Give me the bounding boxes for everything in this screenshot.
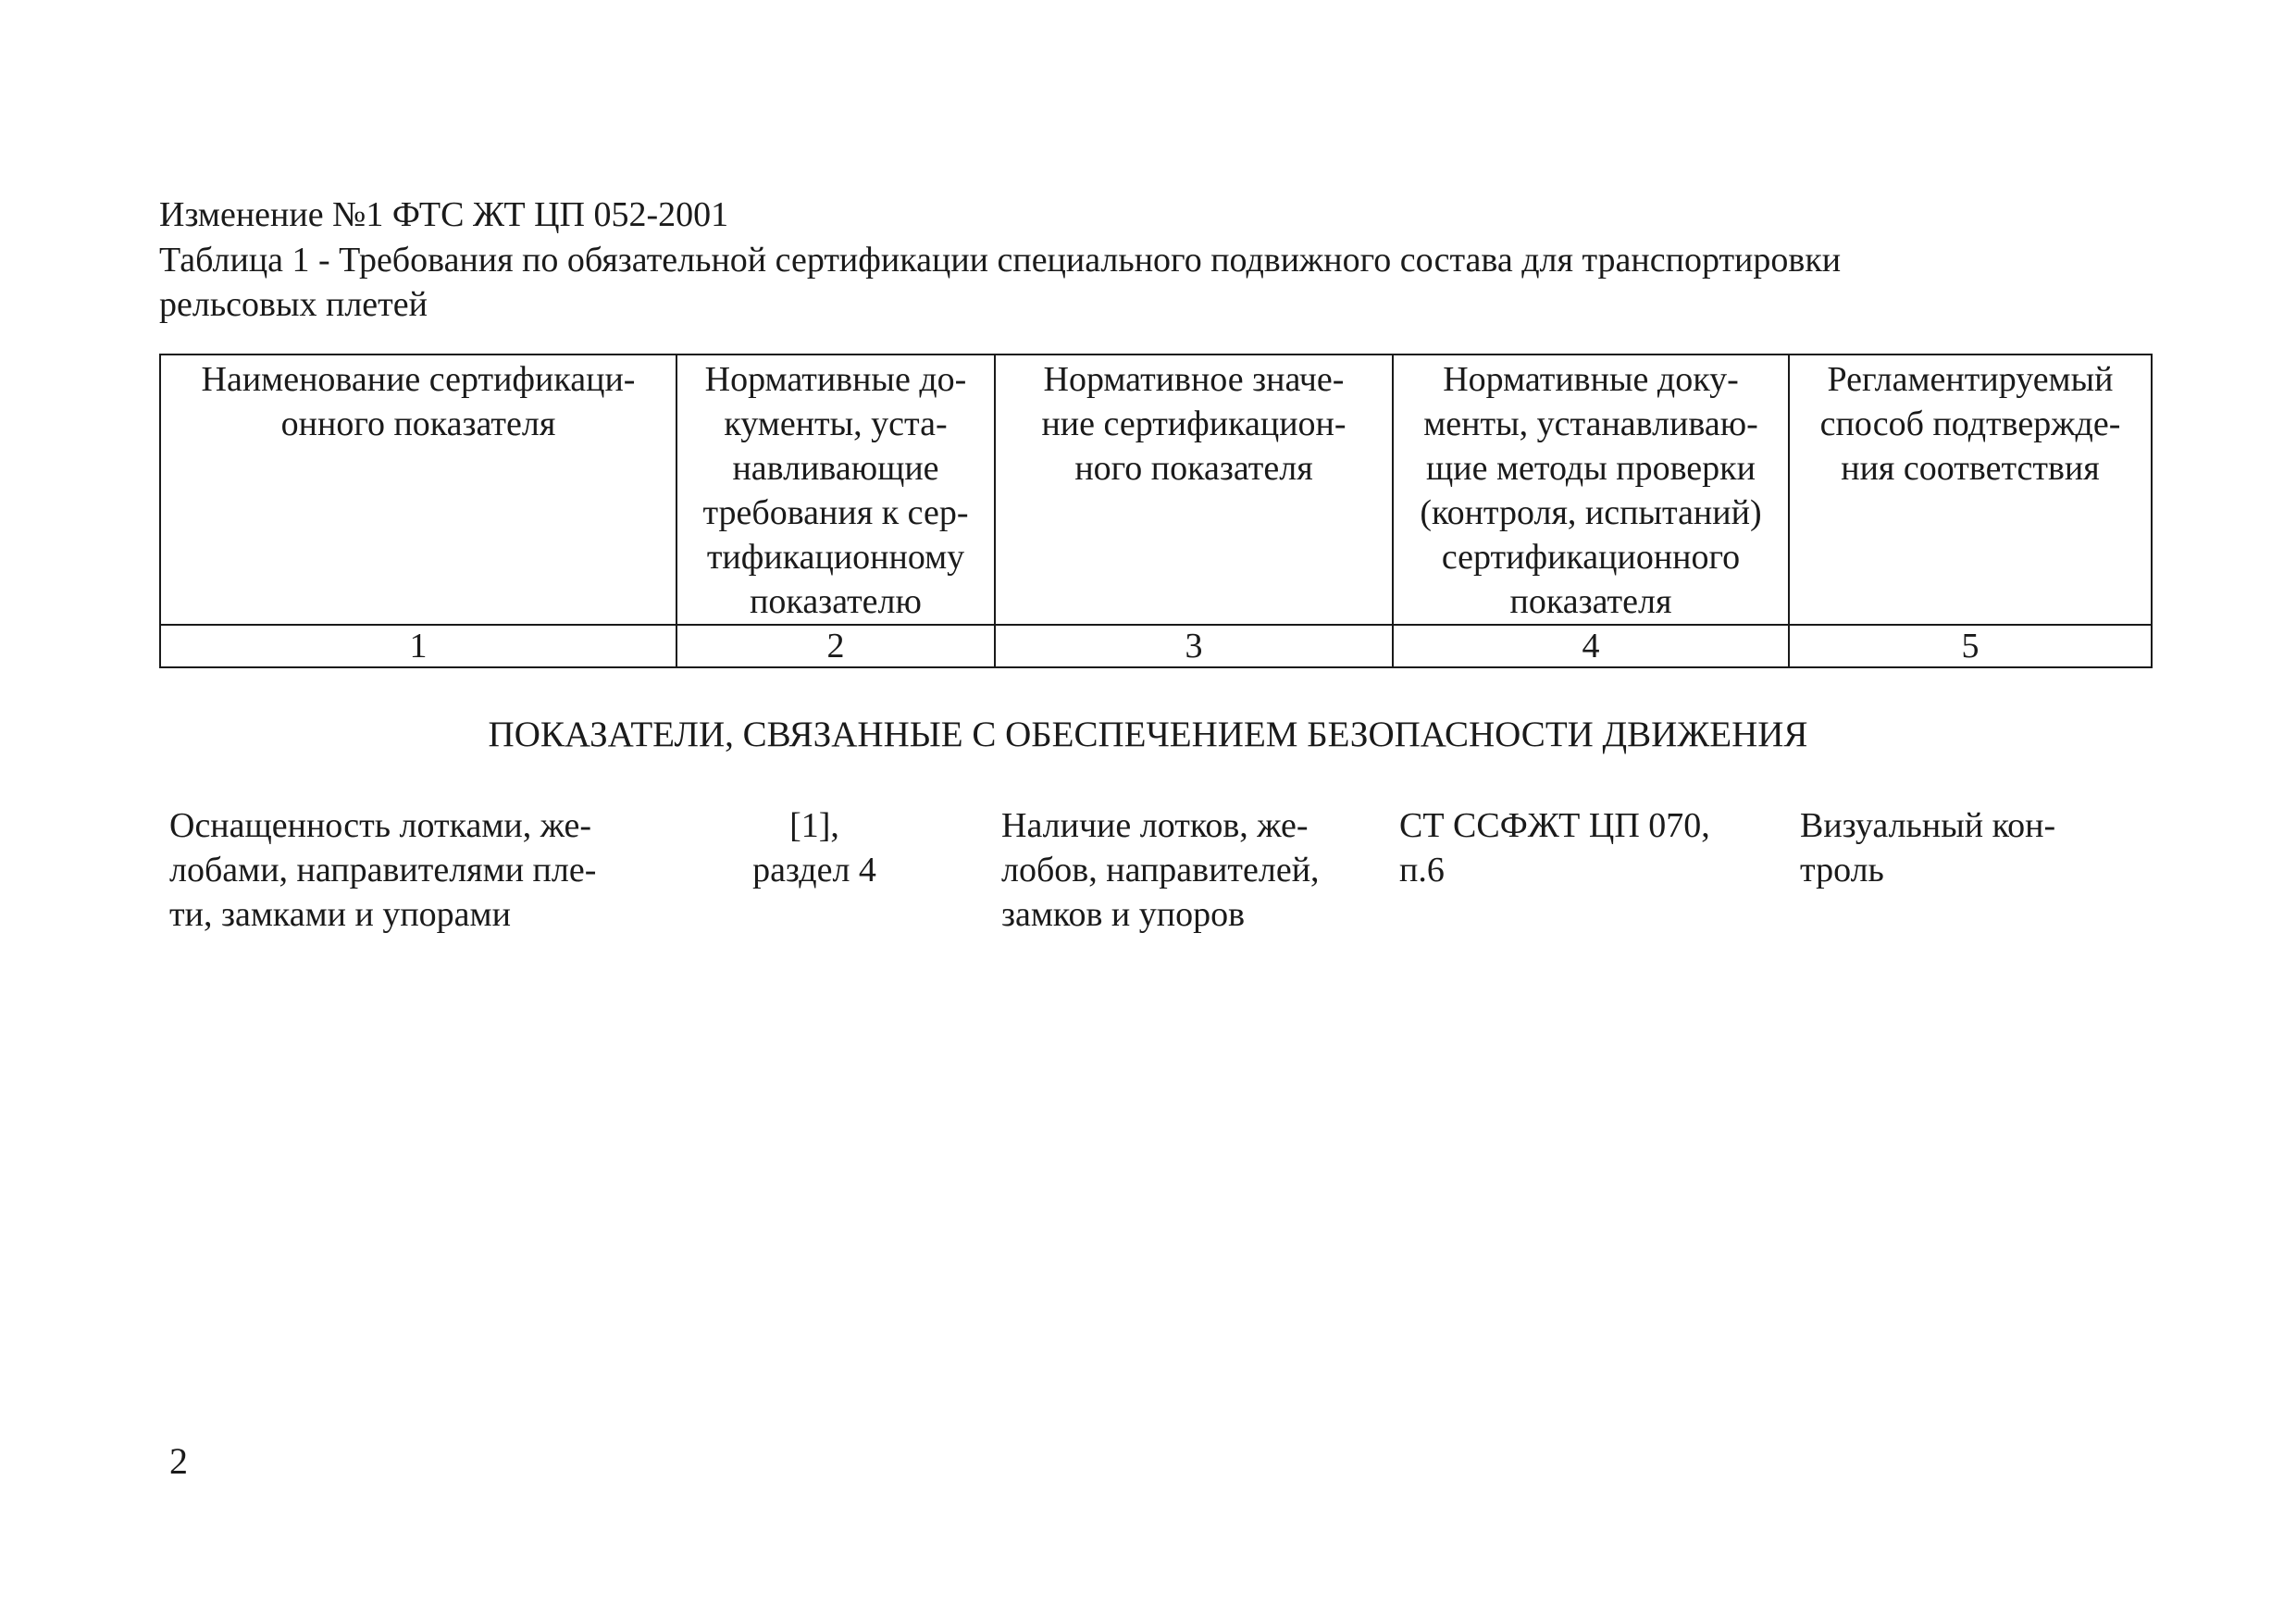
column-number: 2	[676, 625, 995, 667]
column-number: 4	[1393, 625, 1789, 667]
header-text: онного показателя	[280, 404, 556, 443]
column-number: 1	[160, 625, 676, 667]
header-text: Наименование сертификаци-	[201, 360, 636, 399]
cell-text: лобов, направителей,	[1001, 851, 1320, 889]
table-caption-line-1: Таблица 1 - Требования по обязательной сертификации специального подвижного состава для транспортировки	[159, 241, 1842, 280]
cell-text: замков и упоров	[1001, 895, 1246, 934]
row-value-cell	[1001, 803, 1320, 937]
header-text: менты, устанавливаю-	[1423, 404, 1758, 443]
header-text: кументы, уста-	[724, 404, 948, 443]
page-number: 2	[169, 1440, 188, 1482]
header-text: ного показателя	[1074, 449, 1313, 488]
header-text: ния соответствия	[1841, 449, 2100, 488]
column-number: 3	[995, 625, 1393, 667]
header-text: Нормативные до-	[704, 360, 967, 399]
cell-text: ти, замками и упорами	[169, 895, 511, 934]
cell-text: лобами, направителями пле-	[169, 851, 597, 889]
row-methods-cell	[1399, 803, 1710, 892]
header-text: навливающие	[732, 449, 939, 488]
header-text: ние сертификацион-	[1041, 404, 1347, 443]
header-text: показателю	[750, 582, 922, 621]
header-text: щие методы проверки	[1426, 449, 1756, 488]
table-header-row	[160, 354, 2152, 625]
header-text: (контроля, испытаний)	[1420, 493, 1762, 532]
cell-text: раздел 4	[752, 851, 876, 889]
header-cell-normative-value	[995, 354, 1393, 625]
cell-text: Оснащенность лотками, же-	[169, 806, 592, 845]
header-text: показателя	[1509, 582, 1672, 621]
cell-text: п.6	[1399, 851, 1445, 889]
header-text: Нормативные доку-	[1443, 360, 1739, 399]
header-text: требования к сер-	[702, 493, 969, 532]
row-indicator-cell	[169, 803, 596, 937]
table-caption-line-2: рельсовых плетей	[159, 285, 428, 324]
column-number-row	[160, 625, 2152, 667]
header-text: тификационному	[706, 538, 965, 577]
cell-text: СТ ССФЖТ ЦП 070,	[1399, 806, 1710, 845]
row-documents-cell	[740, 803, 888, 892]
header-cell-confirmation-method	[1789, 354, 2152, 625]
column-number: 5	[1789, 625, 2152, 667]
header-cell-normative-documents	[676, 354, 995, 625]
cell-text: Наличие лотков, же-	[1001, 806, 1309, 845]
amendment-title: Изменение №1 ФТС ЖТ ЦП 052-2001	[159, 195, 729, 234]
requirements-table	[159, 354, 2153, 668]
header-text: Нормативное значе-	[1043, 360, 1345, 399]
header-cell-indicator-name	[160, 354, 676, 625]
header-cell-test-methods	[1393, 354, 1789, 625]
cell-text: [1],	[789, 806, 839, 845]
cell-text: Визуальный кон-	[1800, 806, 2056, 845]
row-confirmation-cell	[1800, 803, 2055, 892]
header-text: сертификационного	[1441, 538, 1741, 577]
section-title: ПОКАЗАТЕЛИ, СВЯЗАННЫЕ С ОБЕСПЕЧЕНИЕМ БЕЗОПАСНОСТИ ДВИЖЕНИЯ	[488, 715, 1808, 754]
cell-text: троль	[1800, 851, 1884, 889]
header-text: Регламентируемый	[1827, 360, 2114, 399]
header-text: способ подтвержде-	[1819, 404, 2121, 443]
